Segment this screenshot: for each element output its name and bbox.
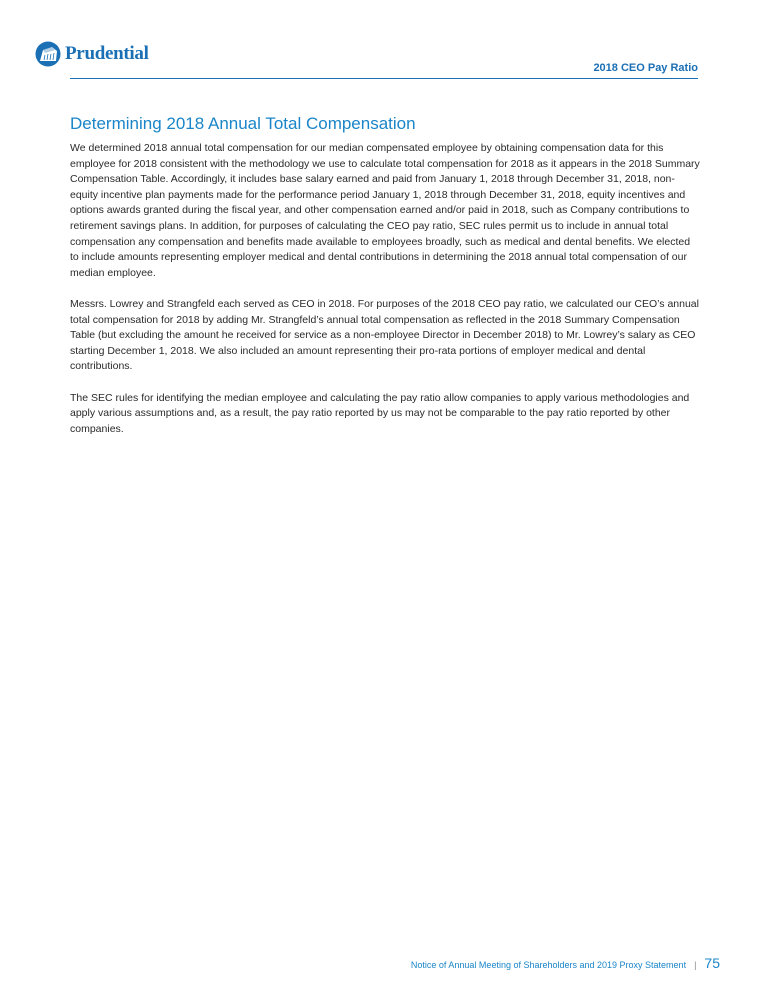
page-number: 75 — [704, 955, 720, 971]
section-label: 2018 CEO Pay Ratio — [593, 62, 698, 74]
body-text — [70, 141, 700, 453]
footer-text: Notice of Annual Meeting of Shareholders and 2019 Proxy Statement — [410, 960, 687, 970]
footer — [411, 955, 720, 971]
page-title: Determining 2018 Annual Total Compensation — [70, 114, 416, 133]
rock-logo-icon — [35, 41, 61, 67]
paragraph: Messrs. Lowrey and Strangfeld each served as CEO in 2018. For purposes of the 2018 CEO pay ratio, we calculated our CEO’s annual total compensation for 2018 by adding Mr. Strangfeld’s annual total compensation as reflected in the 2018 Summary Compensation Table (but excluding the amount he received for service as a non-employee Director in December 2018) to Mr. Lowrey’s salary as CEO starting December 1, 2018. We also included an amount representing their pro-rata portions of employer medical and dental contributions. — [70, 297, 699, 373]
paragraph: The SEC rules for identifying the median employee and calculating the pay ratio allow companies to apply various methodologies and apply various assumptions and, as a result, the pay ratio reported by us may not be comparable to the pay ratio reported by other companies. — [70, 391, 690, 435]
brand-name: Prudential — [65, 43, 149, 64]
paragraph: We determined 2018 annual total compensation for our median compensated employee by obtaining compensation data for this employee for 2018 consistent with the methodology we use to calculate total compensation for 2018 as it appears in the 2018 Summary Compensation Table. Accordingly, it includes base salary earned and paid from January 1, 2018 through December 31, 2018, non-equity incentive plan payments made for the performance period January 1, 2018 through December 31, 2018, equity incentives and options awards granted during the fiscal year, and other compensation earned and/or paid in 2018, such as Company contributions to retirement savings plans. In addition, for purposes of calculating the CEO pay ratio, SEC rules permit us to include in annual total compensation any compensation and benefits made available to employees broadly, such as medical and dental benefits. We elected to include amounts representing employer medical and dental contributions in determining the 2018 annual total compensation of our median employee. — [70, 142, 700, 279]
header-divider — [70, 78, 698, 79]
footer-separator: | — [694, 960, 697, 970]
prudential-logo — [35, 41, 149, 67]
